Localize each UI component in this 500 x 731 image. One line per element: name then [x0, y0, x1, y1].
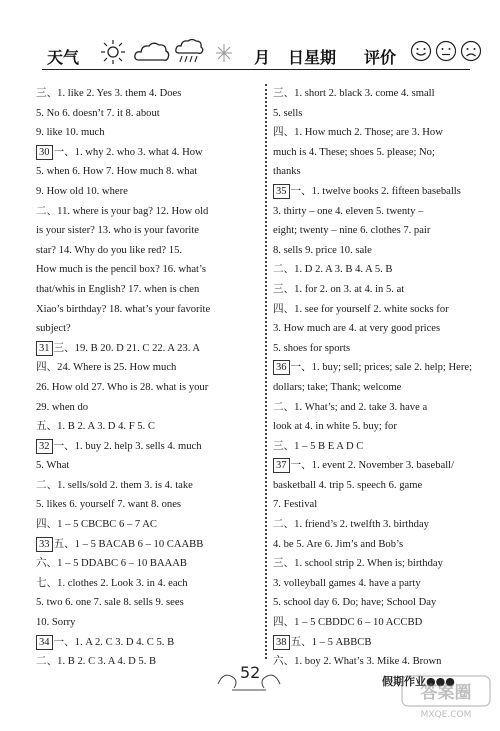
answer-text: 一、1. twelve books 2. fifteen baseballs	[290, 185, 461, 197]
answer-text: thanks	[273, 166, 301, 178]
answer-line	[36, 358, 264, 378]
answer-line	[273, 339, 495, 359]
answer-text: 3. volleyball games 4. have a party	[273, 577, 421, 589]
answer-text: 10. Sorry	[36, 617, 76, 629]
answer-line	[36, 260, 264, 280]
header-divider	[42, 69, 470, 70]
answer-text: 3. thirty – one 4. eleven 5. twenty –	[273, 205, 424, 217]
answer-line	[36, 300, 264, 320]
answer-text: 四、1 – 5 CBCBC 6 – 7 AC	[36, 519, 157, 531]
answer-line	[273, 554, 495, 574]
answer-text: 三、1. school strip 2. When is; birthday	[273, 558, 443, 570]
answer-text: 二、1. What’s; and 2. take 3. have a	[273, 401, 428, 413]
column-divider	[265, 84, 267, 659]
answer-text: 一、1. why 2. who 3. what 4. How	[53, 146, 203, 158]
answer-line	[273, 593, 495, 613]
cloud-icon	[133, 40, 171, 64]
answer-text: 一、1. A 2. C 3. D 4. C 5. B	[53, 636, 175, 648]
answer-line	[36, 515, 264, 535]
answer-text: 五、1 – 5 BACAB 6 – 10 CAABB	[53, 538, 204, 550]
answer-text: 四、24. Where is 25. How much	[36, 362, 177, 374]
page-footer	[0, 660, 500, 731]
answer-text: 5. when 6. How 7. How much 8. what	[36, 166, 198, 178]
answer-line	[273, 358, 495, 378]
answer-text: 三、1. for 2. on 3. at 4. in 5. at	[273, 283, 405, 295]
answer-line	[273, 437, 495, 457]
happy-face-icon	[410, 40, 432, 62]
answer-text: basketball 4. trip 5. speech 6. game	[273, 479, 423, 491]
answer-text: 二、1. friend’s 2. twelfth 3. birthday	[273, 519, 429, 531]
answer-line	[36, 104, 264, 124]
answer-text: 二、1. B 2. C 3. A 4. D 5. B	[36, 656, 157, 668]
answer-text: 5. likes 6. yourself 7. want 8. ones	[36, 499, 182, 511]
answer-text: that/whis in English? 17. when is chen	[36, 283, 200, 295]
answer-line	[273, 574, 495, 594]
answer-line	[36, 319, 264, 339]
answer-line	[36, 456, 264, 476]
answer-line	[36, 339, 264, 359]
answer-line	[36, 574, 264, 594]
answer-text: 三、19. B 20. D 21. C 22. A 23. A	[53, 342, 201, 354]
holiday-homework-label: 假期作业●●●	[382, 675, 455, 688]
answer-line	[273, 221, 495, 241]
answer-line	[36, 535, 264, 555]
answer-line	[273, 123, 495, 143]
answer-line	[36, 84, 264, 104]
answer-text: 三、1 – 5 B E A D C	[273, 440, 364, 452]
answer-line	[273, 417, 495, 437]
exercise-number-badge: 34	[36, 635, 53, 650]
answer-text: 一、1. buy; sell; prices; sale 2. help; Here;	[290, 362, 473, 374]
answer-line	[273, 104, 495, 124]
answer-text: 六、1. boy 2. What’s 3. Mike 4. Brown	[273, 656, 442, 668]
answer-text: 5. two 6. one 7. sale 8. sells 9. sees	[36, 597, 184, 609]
answer-text: subject?	[36, 323, 71, 335]
answer-line	[36, 495, 264, 515]
answer-line	[36, 221, 264, 241]
answer-line	[273, 84, 495, 104]
answer-text: dollars; take; Thank; welcome	[273, 381, 402, 393]
answer-line	[273, 202, 495, 222]
weather-label: 天气	[47, 48, 80, 67]
answer-text: 三、1. short 2. black 3. come 4. small	[273, 88, 435, 99]
answer-line	[273, 398, 495, 418]
answer-line	[273, 143, 495, 163]
answer-line	[273, 319, 495, 339]
exercise-number-badge: 33	[36, 537, 53, 552]
answer-line	[273, 241, 495, 261]
answer-line	[36, 417, 264, 437]
answer-line	[36, 280, 264, 300]
answer-text: 四、1 – 5 CBDDC 6 – 10 ACCBD	[273, 617, 423, 629]
answer-line	[36, 554, 264, 574]
neutral-face-icon	[435, 40, 457, 62]
exercise-number-badge: 32	[36, 439, 53, 454]
answer-text: How much is the pencil box? 16. what’s	[36, 264, 207, 276]
svg-text:答案圈: 答案圈	[420, 683, 472, 703]
answer-text: much is 4. These; shoes 5. please; No;	[273, 146, 435, 158]
watermark-logo	[400, 674, 492, 725]
answer-text: 二、1. D 2. A 3. B 4. A 5. B	[273, 264, 393, 276]
answer-text: 5. What	[36, 460, 70, 472]
exercise-number-badge: 38	[273, 635, 290, 650]
answer-text: star? 14. Why do you like red? 15.	[36, 244, 183, 256]
answer-line	[273, 613, 495, 633]
answer-line	[273, 378, 495, 398]
answer-line	[36, 162, 264, 182]
page-header	[0, 0, 500, 80]
answer-text: 一、1. buy 2. help 3. sells 4. much	[53, 440, 202, 452]
answer-line	[36, 633, 264, 653]
left-answer-column	[36, 84, 264, 672]
answer-text: 29. when do	[36, 401, 89, 413]
answer-text: 五、1 – 5 ABBCB	[290, 636, 372, 648]
svg-text:MXQE.COM: MXQE.COM	[420, 710, 472, 720]
answer-text: Xiao’s birthday? 18. what’s your favorite	[36, 303, 211, 315]
exercise-number-badge: 31	[36, 341, 53, 356]
answer-line	[36, 398, 264, 418]
answer-line	[273, 162, 495, 182]
answer-line	[36, 613, 264, 633]
answer-text: 一、1. event 2. November 3. baseball/	[290, 460, 455, 472]
answer-line	[36, 476, 264, 496]
answer-text: is your sister? 13. who is your favorite	[36, 225, 199, 237]
sad-face-icon	[460, 40, 482, 62]
answer-text: 5. school day 6. Do; have; School Day	[273, 597, 437, 609]
exercise-number-badge: 36	[273, 360, 290, 375]
page-number: 52	[240, 663, 261, 682]
rain-cloud-icon	[174, 38, 204, 66]
answer-text: 5. sells	[273, 107, 303, 119]
day-week-label: 日星期	[288, 48, 337, 67]
answer-text: 七、1. clothes 2. Look 3. in 4. each	[36, 577, 188, 589]
answer-line	[36, 378, 264, 398]
answer-text: 六、1 – 5 DDABC 6 – 10 BAAAB	[36, 558, 187, 570]
answer-line	[273, 182, 495, 202]
answer-line	[273, 515, 495, 535]
answer-line	[273, 300, 495, 320]
right-answer-column	[273, 84, 495, 672]
answer-line	[36, 182, 264, 202]
answer-line	[273, 456, 495, 476]
answer-line	[273, 535, 495, 555]
answer-text: 26. How old 27. Who is 28. what is your	[36, 381, 209, 393]
answer-text: 三、1. like 2. Yes 3. them 4. Does	[36, 88, 182, 99]
rating-label: 评价	[364, 48, 397, 67]
answer-line	[273, 476, 495, 496]
answer-text: 7. Festival	[273, 499, 318, 511]
answer-text: 5. shoes for sports	[273, 342, 351, 354]
answer-line	[273, 633, 495, 653]
answer-text: 四、1. How much 2. Those; are 3. How	[273, 127, 443, 139]
exercise-number-badge: 30	[36, 145, 53, 160]
answer-line	[36, 123, 264, 143]
sun-icon	[100, 39, 126, 65]
answer-text: 二、1. sells/sold 2. them 3. is 4. take	[36, 479, 193, 491]
answer-line	[273, 495, 495, 515]
exercise-number-badge: 37	[273, 458, 290, 473]
answer-line	[36, 241, 264, 261]
answer-text: 8. sells 9. price 10. sale	[273, 244, 372, 256]
answer-line	[273, 280, 495, 300]
answer-line	[36, 437, 264, 457]
watermark-icon	[400, 674, 492, 720]
answer-text: 五、1. B 2. A 3. D 4. F 5. C	[36, 421, 155, 433]
answer-line	[273, 260, 495, 280]
exercise-number-badge: 35	[273, 184, 290, 199]
answer-line	[36, 593, 264, 613]
answer-text: 3. How much are 4. at very good prices	[273, 323, 441, 335]
answer-line	[36, 143, 264, 163]
answer-text: 9. How old 10. where	[36, 185, 128, 197]
answer-text: 9. like 10. much	[36, 127, 105, 139]
answer-text: 5. No 6. doesn’t 7. it 8. about	[36, 107, 160, 119]
answer-text: 二、11. where is your bag? 12. How old	[36, 205, 209, 217]
month-label: 月	[254, 48, 271, 67]
answer-text: eight; twenty – nine 6. clothes 7. pair	[273, 225, 431, 237]
snow-icon	[214, 42, 234, 64]
answer-text: look at 4. in white 5. buy; for	[273, 421, 397, 433]
answer-line	[36, 202, 264, 222]
answer-text: 四、1. see for yourself 2. white socks for	[273, 303, 449, 315]
answer-text: 4. be 5. Are 6. Jim’s and Bob’s	[273, 538, 404, 550]
